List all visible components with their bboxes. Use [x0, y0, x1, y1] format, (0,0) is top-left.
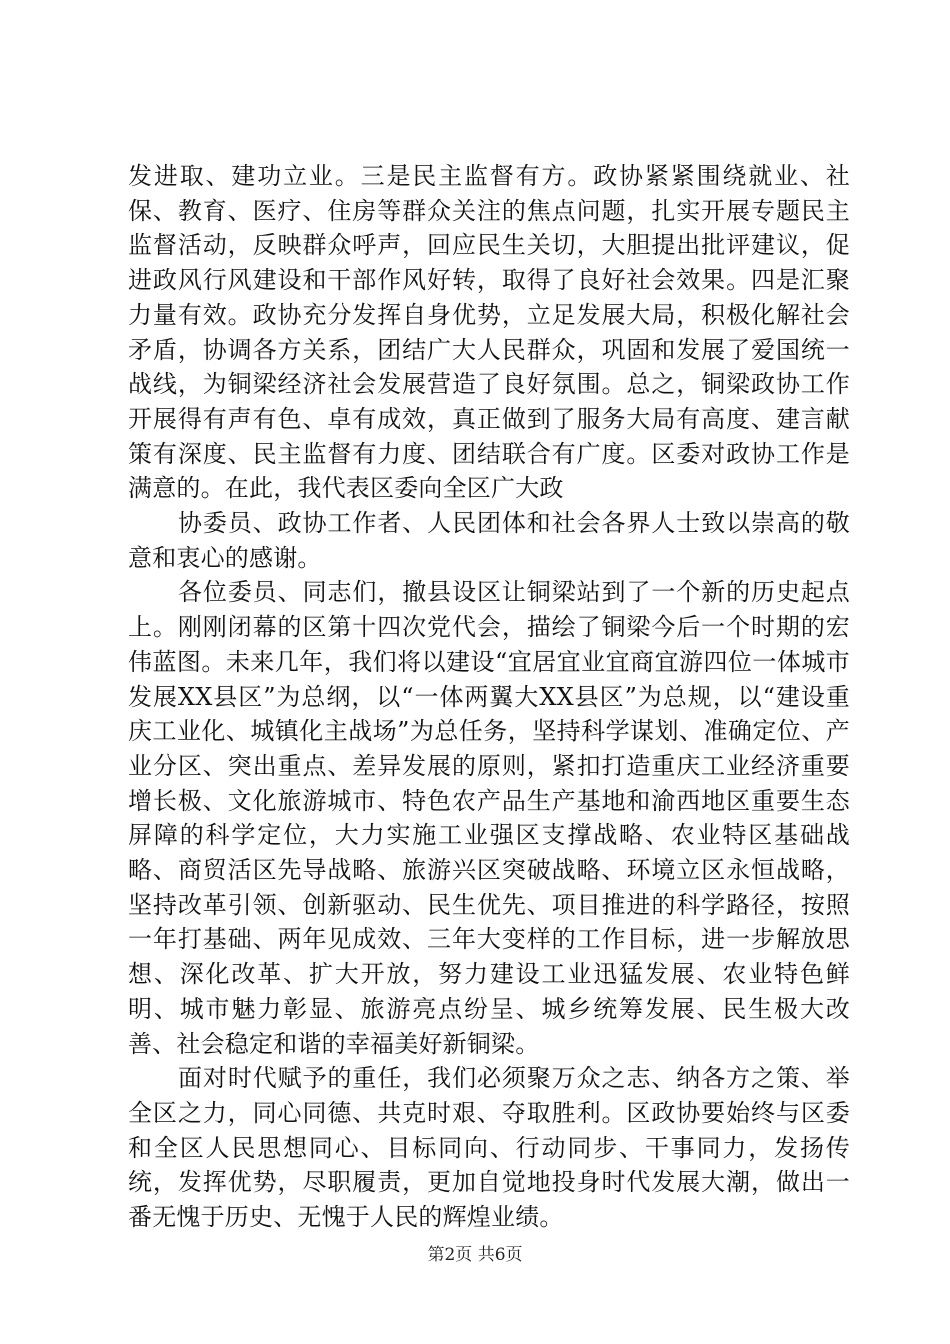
paragraph-continued: 发进取、建功立业。三是民主监督有方。政协紧紧围绕就业、社保、教育、医疗、住房等群众关注的焦点问题，扎实开展专题民主监督活动，反映群众呼声，回应民生关切，大胆提出批评建议，促进政风行风建设和干部作风好转，取得了良好社会效果。四是汇聚力量有效。政协充分发挥自身优势，立足发展大局，积极化解社会矛盾，协调各方关系，团结广大人民群众，巩固和发展了爱国统一战线，为铜梁经济社会发展营造了良好氛围。总之，铜梁政协工作开展得有声有色、卓有成效，真正做到了服务大局有高度、建言献策有深度、民主监督有力度、团结联合有广度。区委对政协工作是满意的。在此，我代表区委向全区广大政 [128, 162, 850, 503]
paragraph-responsibility: 面对时代赋予的重任，我们必须聚万众之志、纳各方之策、举全区之力，同心同德、共克时艰、夺取胜利。区政协要始终与区委和全区人民思想同心、目标同向、行动同步、干事同力，发扬传统，发挥优势，尽职履责，更加自觉地投身时代发展大潮，做出一番无愧于历史、无愧于人民的辉煌业绩。 [128, 1064, 850, 1232]
paragraph-thanks: 协委员、政协工作者、人民团体和社会各界人士致以崇高的敬意和衷心的感谢。 [128, 509, 850, 572]
document-body [128, 159, 850, 1235]
page-number-footer: 第2页 共6页 [427, 1245, 523, 1265]
paragraph-blueprint: 各位委员、同志们，撤县设区让铜梁站到了一个新的历史起点上。刚刚闭幕的区第十四次党代会，描绘了铜梁今后一个时期的宏伟蓝图。未来几年，我们将以建设“宜居宜业宜商宜游四位一体城市发展XX县区”为总纲，以“一体两翼大XX县区”为总规，以“建设重庆工业化、城镇化主战场”为总任务，坚持科学谋划、准确定位、产业分区、突出重点、差异发展的原则，紧扣打造重庆工业经济重要增长极、文化旅游城市、特色农产品生产基地和渝西地区重要生态屏障的科学定位，大力实施工业强区支撑战略、农业特区基础战略、商贸活区先导战略、旅游兴区突破战略、环境立区永恒战略，坚持改革引领、创新驱动、民生优先、项目推进的科学路径，按照一年打基础、两年见成效、三年大变样的工作目标，进一步解放思想、深化改革、扩大开放，努力建设工业迅猛发展、农业特色鲜明、城市魅力彰显、旅游亮点纷呈、城乡统筹发展、民生极大改善、社会稳定和谐的幸福美好新铜梁。 [128, 578, 850, 1058]
